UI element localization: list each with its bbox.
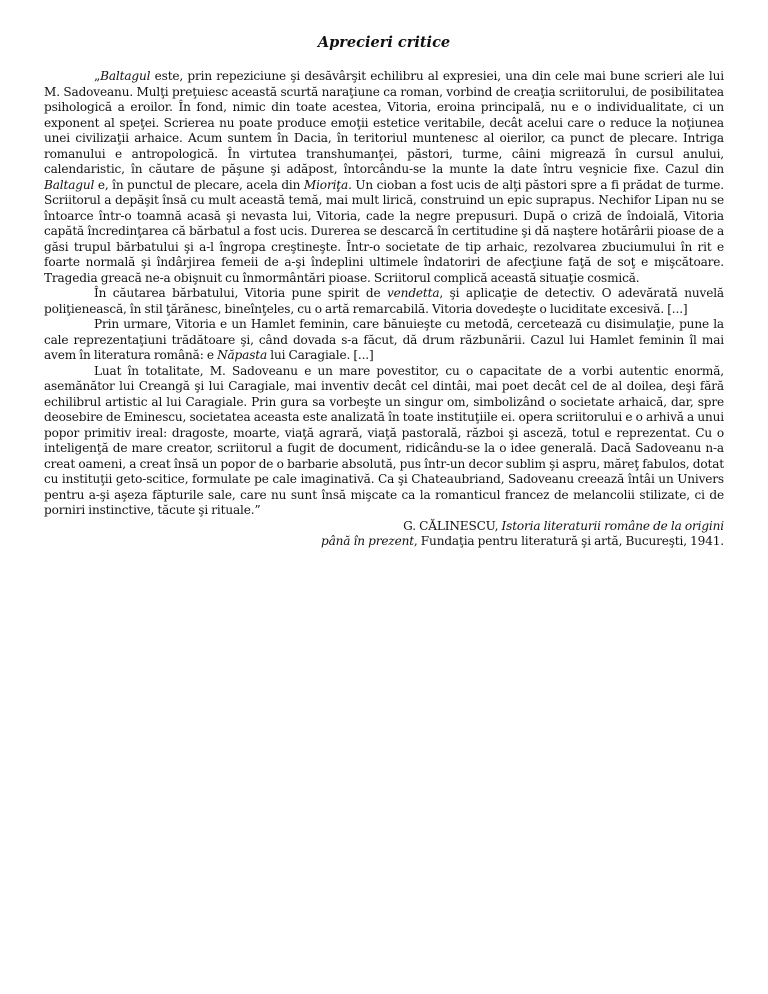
paragraph-1: [44, 69, 724, 286]
citation: [44, 519, 724, 550]
document-page: [44, 34, 724, 550]
text-run: Luat în totalitate, M. Sadoveanu e un mare povestitor, cu o capacitate de a vorbi autentic enormă, asemănător lui Creangă şi lui Caragiale, mai inventiv decât cel dintâi, mai poet decât cel de al doilea, deşi fără echilibrul artistic al lui Caragiale. Prin gura sa vorbeşte un singur om, simbolizând o societate arhaică, dar, spre deosebire de Eminescu, societatea aceasta este analizată în toate instituţiile ei. opera scriitorului e o arhivă a unui popor primitiv ireal: dragoste, moarte, viaţă agrară, viaţă pastorală, război şi asceză, totul e reprezentat. Cu o inteligenţă de mare creator, scriitorul a fugit de document, ridicându-se la o idee generală. Dacă Sadoveanu n-a creat oameni, a creat însă un popor de o barbarie absolută, pus într-un decor sublim şi aspru, măreţ fabulos, dotat cu instituţii geto-scitice, formulate pe cale imaginativă. Ca şi Chateaubriand, Sadoveanu creează întâi un Univers pentru a-şi aşeza făpturile sale, care nu sunt însă mişcate ca la romanticul francez de melancolii stilizate, ci de porniri instinctive, tăcute şi rituale.”: [44, 363, 724, 517]
text-run: e, în punctul de plecare, acela din: [94, 177, 304, 192]
italic-text: Baltagul: [100, 69, 151, 83]
citation-separator: ,: [494, 518, 502, 533]
citation-publisher: , Fundaţia pentru literatură şi artă, Bucureşti, 1941.: [413, 534, 724, 548]
italic-text: Mioriţa: [303, 177, 349, 192]
text-run: lui Caragiale. [...]: [267, 348, 374, 362]
text-run: „: [94, 69, 101, 83]
text-run: este, prin repeziciune şi desăvârşit echilibru al expresiei, una din cele mai bune scrieri ale lui M. Sadoveanu. Mulţi preţuiesc această scurtă naraţiune ca roman, vorbind de creaţia scriitorului, de posibilitatea psihologică a eroilor. În fond, nimic din toate acestea, Vitoria, eroina principală, nu e o individualitate, ci un exponent al speţei. Scrierea nu poate produce emoţii estetice veritabile, decât acelui care o reduce la noţiunea unei civilizaţii arhaice. Acum suntem în Dacia, în teritoriul muntenesc al oierilor, ca punct de plecare. Intriga romanului e antropologică. În virtutea transhumanţei, păstori, turme, câini migrează în cursul anului, calendaristic, în căutare de păşune şi adăpost, întorcându-se la munte la date întru veşnicie fixe. Cazul din: [44, 69, 724, 176]
text-run: În căutarea bărbatului, Vitoria pune spirit de: [94, 286, 387, 300]
italic-text: Baltagul: [44, 177, 95, 192]
italic-text: vendetta: [386, 286, 440, 300]
citation-author: G. CĂLINESCU: [403, 518, 495, 533]
citation-line-2: [44, 534, 724, 550]
paragraph-3: [44, 317, 724, 364]
paragraph-2: [44, 286, 724, 317]
text-run: , şi aplicaţie de detectiv. O adevărată nuvelă poliţienească, în stil ţărănesc, bineînţeles, cu o artă remarcabilă. Vitoria dovedeşte o luciditate excesivă. [...]: [44, 286, 724, 316]
paragraph-4: [44, 364, 724, 519]
citation-line-1: [44, 519, 724, 535]
italic-text: Năpasta: [217, 348, 268, 362]
citation-work-title-1: Istoria literaturii române de la origini: [501, 518, 724, 533]
page-title: Aprecieri critice: [317, 34, 451, 51]
citation-work-title-2: până în prezent: [321, 534, 414, 548]
text-run: Prin urmare, Vitoria e un Hamlet feminin, care bănuieşte cu metodă, cercetează cu disimulaţie, pune la cale reprezentaţiuni trădătoare şi, când dovada s-a făcut, dă drum răzbunării. Cazul lui Hamlet feminin îl mai avem în literatura română: e: [44, 317, 724, 362]
text-run: . Un cioban a fost ucis de alţi păstori spre a fi prădat de turme. Scriitorul a depăşit însă cu mult această temă, mai mult lirică, construind un epic suprapus. Nechifor Lipan nu se întoarce într-o toamnă acasă şi nevasta lui, Vitoria, cade la negre prepusuri. După o criză de îndoială, Vitoria capătă încredinţarea că bărbatul a fost ucis. Durerea se descarcă în certitudine şi dă naştere hotărârii pioase de a găsi trupul bărbatului şi a-l îngropa creştineşte. Într-o societate de tip arhaic, rezolvarea zbuciumului în rit e foarte normală şi îndârjirea femeii de a-şi îndeplini ultimele îndatoriri de afecţiune faţă de soţ e mişcătoare. Tragedia greacă ne-a obişnuit cu înmormântări pioase. Scriitorul complică această situaţie cosmică.: [44, 177, 724, 285]
